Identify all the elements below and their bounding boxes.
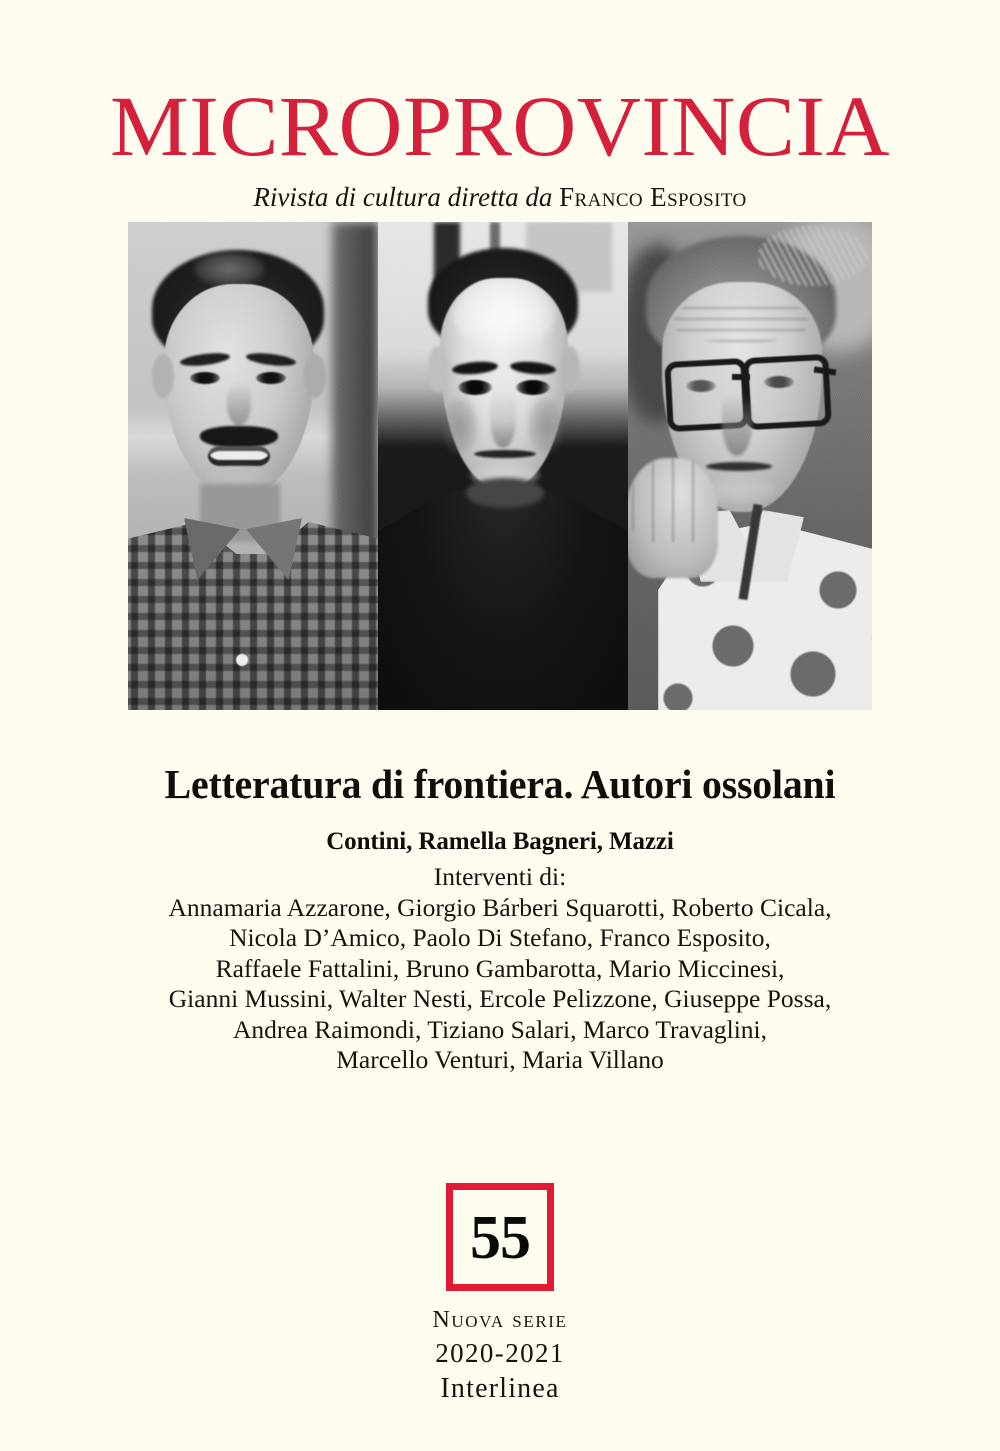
contributors-line: Andrea Raimondi, Tiziano Salari, Marco Travaglini, xyxy=(232,1014,768,1044)
contributors-line: Nicola D’Amico, Paolo Di Stefano, Franco Esposito, xyxy=(229,923,771,952)
magazine-title: MICROPROVINCIA xyxy=(110,78,890,174)
masthead xyxy=(0,78,1000,213)
contributors-lead: Interventi di: xyxy=(433,862,567,891)
portrait-left xyxy=(128,222,378,710)
contributors-line: Annamaria Azzarone, Giorgio Bárberi Squarotti, Roberto Cicala, xyxy=(168,892,832,922)
contributors-block xyxy=(0,862,1000,1076)
contributors-line: Gianni Mussini, Walter Nesti, Ercole Pelizzone, Giuseppe Possa, xyxy=(168,984,832,1013)
portrait-center xyxy=(378,222,628,710)
portrait-right xyxy=(628,222,872,710)
issue-title: Letteratura di frontiera. Autori ossolani xyxy=(164,761,836,807)
series-label: Nuova serie xyxy=(432,1307,568,1333)
contributors-line: Marcello Venturi, Maria Villano xyxy=(336,1045,664,1074)
editor-name: Franco Esposito xyxy=(559,182,747,213)
issue-title-block xyxy=(0,760,1000,856)
issue-years: 2020-2021 xyxy=(435,1338,565,1368)
issue-number: 55 xyxy=(470,1204,530,1272)
issue-number-box xyxy=(446,1183,554,1291)
contributors-line: Raffaele Fattalini, Bruno Gambarotta, Mario Miccinesi, xyxy=(215,953,785,983)
portrait-photo-strip xyxy=(128,222,872,710)
publisher-name: Interlinea xyxy=(440,1373,560,1404)
magazine-subtitle xyxy=(0,182,1000,213)
colophon-block xyxy=(0,1183,1000,1405)
subtitle-italic-part: Rivista di cultura diretta da xyxy=(253,182,560,213)
issue-featured-authors: Contini, Ramella Bagneri, Mazzi xyxy=(326,828,674,855)
